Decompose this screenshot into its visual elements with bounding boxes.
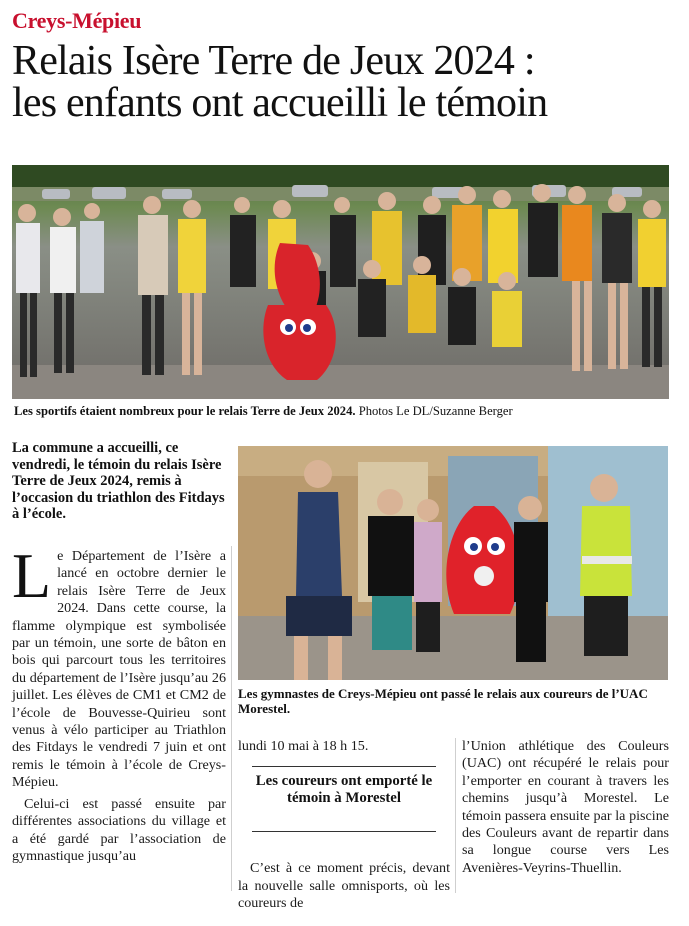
section-kicker: Creys-Mépieu bbox=[12, 8, 142, 33]
photo-credit: Photos Le DL/Suzanne Berger bbox=[355, 404, 513, 418]
body-column-3 bbox=[462, 738, 669, 877]
body-column-1 bbox=[12, 540, 226, 865]
paragraph-3: C’est à ce moment précis, devant la nouvelle salle omnisports, où les coureurs de bbox=[238, 860, 450, 911]
column-divider-2 bbox=[455, 738, 456, 893]
column-divider-1 bbox=[231, 546, 232, 891]
subheading: Les coureurs ont emporté le témoin à Morestel bbox=[255, 773, 433, 806]
lead-paragraph: La commune a accueilli, ce vendredi, le témoin du relais Isère Terre de Jeux 2024, remis à l’occasion du triathlon des Fitdays à l’école. bbox=[12, 440, 225, 522]
headline-line-1: Relais Isère Terre de Jeux 2024 : bbox=[12, 38, 535, 84]
paragraph-1 bbox=[12, 540, 226, 792]
caption-text: Les sportifs étaient nombreux pour le relais Terre de Jeux 2024. bbox=[14, 404, 356, 418]
paragraph-2-continued: lundi 10 mai à 18 h 15. bbox=[238, 738, 369, 754]
paragraph-2: Celui-ci est passé ensuite par différentes associations du village et a été gardé par l’association de gymnastique jusqu’au bbox=[12, 795, 226, 864]
photo-caption-second: Les gymnastes de Creys-Mépieu ont passé le relais aux coureurs de l’UAC Morestel. bbox=[238, 686, 648, 716]
paragraph-1-text: e Département de l’Isère a lancé en octobre dernier le relais Isère Terre de Jeux 2024. Dans cette course, la flamme olympique est symbolisée par un témoin, une sorte de bâton en bois qui parcourt tous les territoires du département de l’Isère jusqu’au 26 juillet. Les élèves de CM1 et CM2 de l’école de Bouvesse-Quirieu sont venus à vélo participer au Triathlon des Fitdays le vendredi 7 juin et ont remis le témoin à l’école de Creys-Mépieu. bbox=[12, 548, 226, 791]
subhead-rule-top bbox=[252, 766, 436, 767]
paragraph-4: l’Union athlétique des Couleurs (UAC) ont récupéré le relais pour l’emporter en courant à travers les chemins jusqu’à Morestel. Le témoin passera ensuite par la piscine des Couleurs avant de repartir dans sa longue course vers Les Avenières-Veyrins-Thuellin. bbox=[462, 738, 669, 876]
photo-caption-main bbox=[14, 404, 513, 419]
relay-handover-photo bbox=[238, 446, 668, 680]
headline bbox=[12, 40, 680, 124]
subhead-rule-bottom bbox=[252, 831, 436, 832]
drop-cap: L bbox=[12, 540, 52, 611]
headline-line-2: les enfants ont accueilli le témoin bbox=[12, 80, 548, 126]
body-column-2 bbox=[238, 738, 450, 755]
body-column-2-lower bbox=[238, 846, 450, 926]
group-photo bbox=[12, 165, 669, 399]
